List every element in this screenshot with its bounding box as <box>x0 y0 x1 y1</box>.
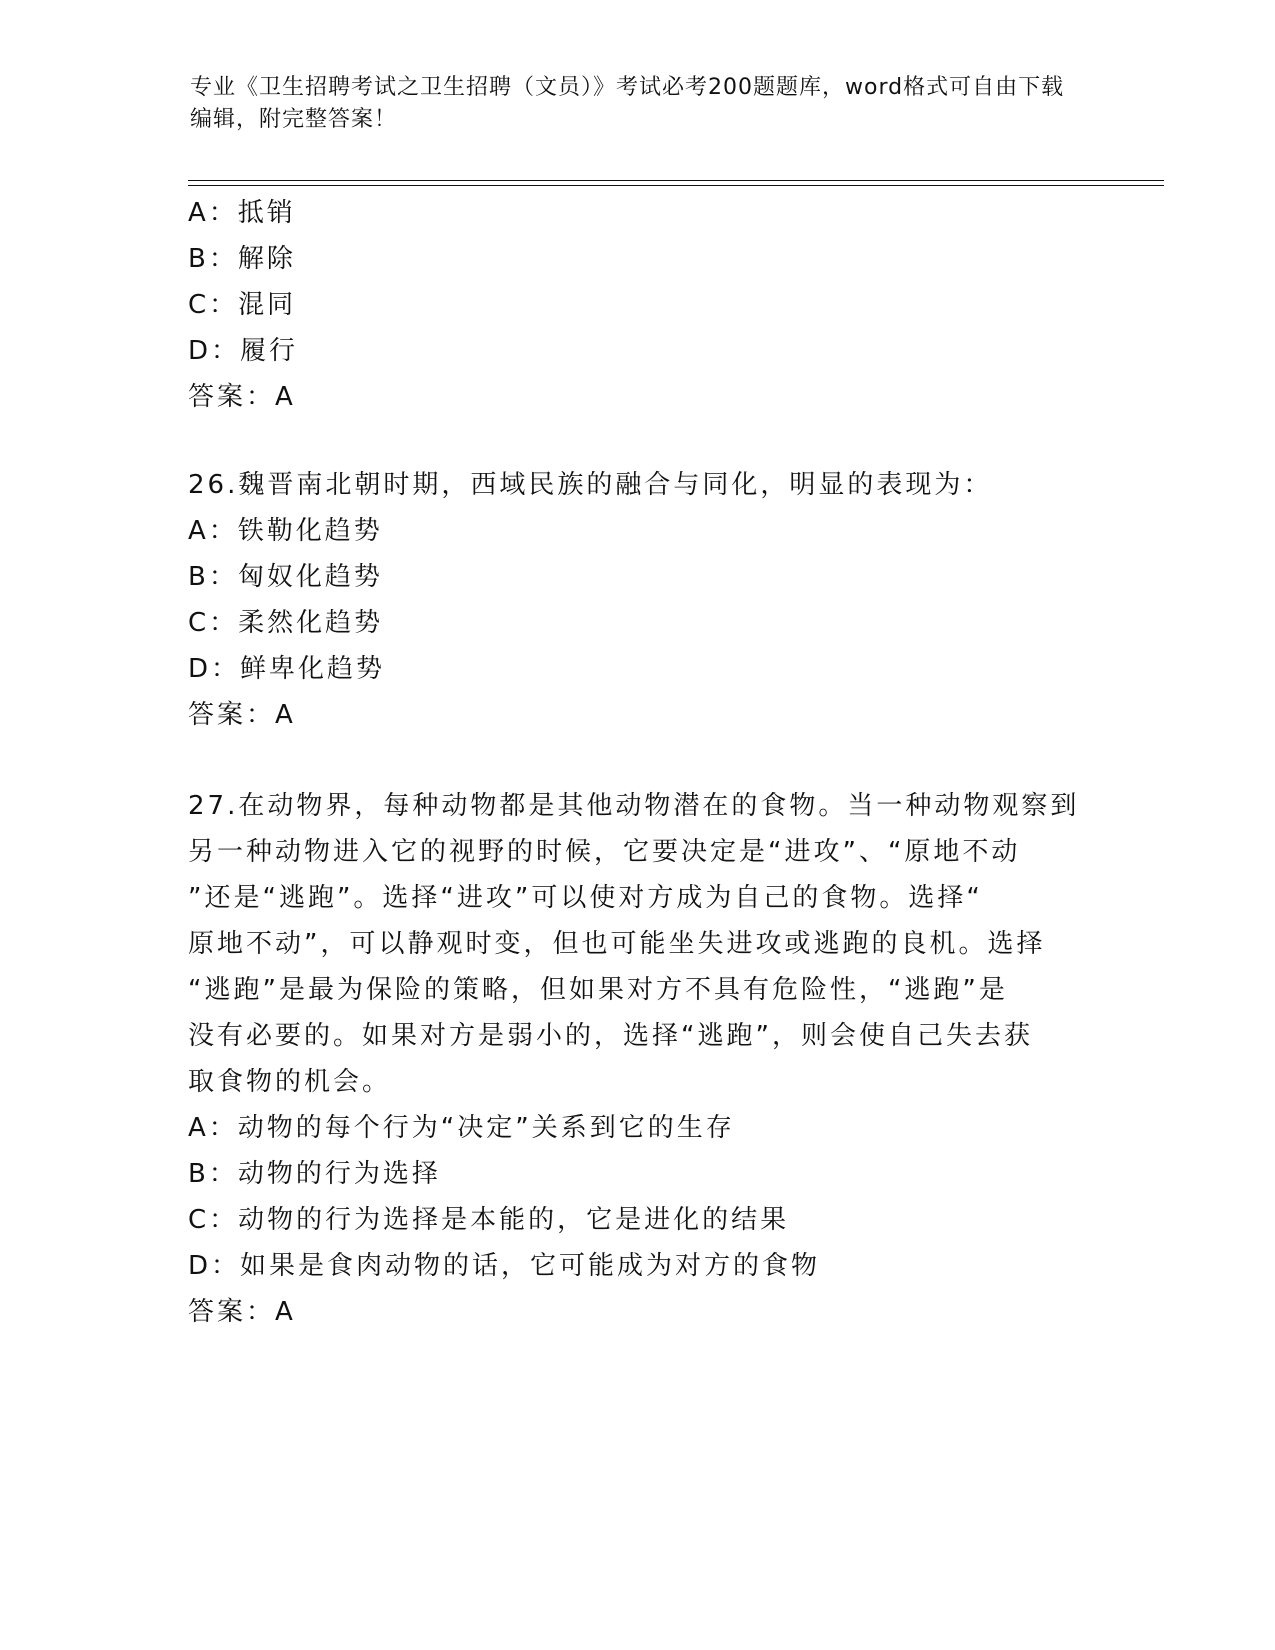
question-25-block <box>188 190 1088 420</box>
option-b: B：解除 <box>188 244 296 274</box>
document-header <box>190 72 1070 136</box>
option-c: C：动物的行为选择是本能的，它是进化的结果 <box>188 1205 790 1235</box>
answer-line: 答案：A <box>188 382 296 412</box>
question-text-line: 取食物的机会。 <box>188 1067 392 1097</box>
question-26-block <box>188 462 1088 738</box>
header-text: 专业《卫生招聘考试之卫生招聘（文员）》考试必考200题题库，word格式可自由下载编辑，附完整答案！ <box>190 75 1065 132</box>
option-b: B：匈奴化趋势 <box>188 562 383 592</box>
question-text-line: 27.在动物界，每种动物都是其他动物潜在的食物。当一种动物观察到 <box>188 791 1080 821</box>
option-a: A：动物的每个行为“决定”关系到它的生存 <box>188 1113 735 1143</box>
option-a: A：抵销 <box>188 198 296 228</box>
question-text-line: 没有必要的。如果对方是弱小的，选择“逃跑”，则会使自己失去获 <box>188 1021 1033 1051</box>
header-rule-bottom <box>188 185 1164 186</box>
answer-line: 答案：A <box>188 700 296 730</box>
option-b: B：动物的行为选择 <box>188 1159 441 1189</box>
question-text-line: “逃跑”是最为保险的策略，但如果对方不具有危险性，“逃跑”是 <box>188 975 1008 1005</box>
question-text: 26.魏晋南北朝时期，西域民族的融合与同化，明显的表现为： <box>188 470 993 500</box>
question-text-line: 原地不动”，可以静观时变，但也可能坐失进攻或逃跑的良机。选择 <box>188 929 1046 959</box>
question-text-line: ”还是“逃跑”。选择“进攻”可以使对方成为自己的食物。选择“ <box>188 883 983 913</box>
question-text-line: 另一种动物进入它的视野的时候，它要决定是“进攻”、“原地不动 <box>188 837 1021 867</box>
option-d: D：鲜卑化趋势 <box>188 654 386 684</box>
option-a: A：铁勒化趋势 <box>188 516 383 546</box>
option-c: C：柔然化趋势 <box>188 608 384 638</box>
answer-line: 答案：A <box>188 1297 296 1327</box>
option-d: D：如果是食肉动物的话，它可能成为对方的食物 <box>188 1251 821 1281</box>
option-c: C：混同 <box>188 290 297 320</box>
header-rule-top <box>188 180 1164 181</box>
option-d: D：履行 <box>188 336 299 366</box>
question-27-block <box>188 783 1088 1335</box>
